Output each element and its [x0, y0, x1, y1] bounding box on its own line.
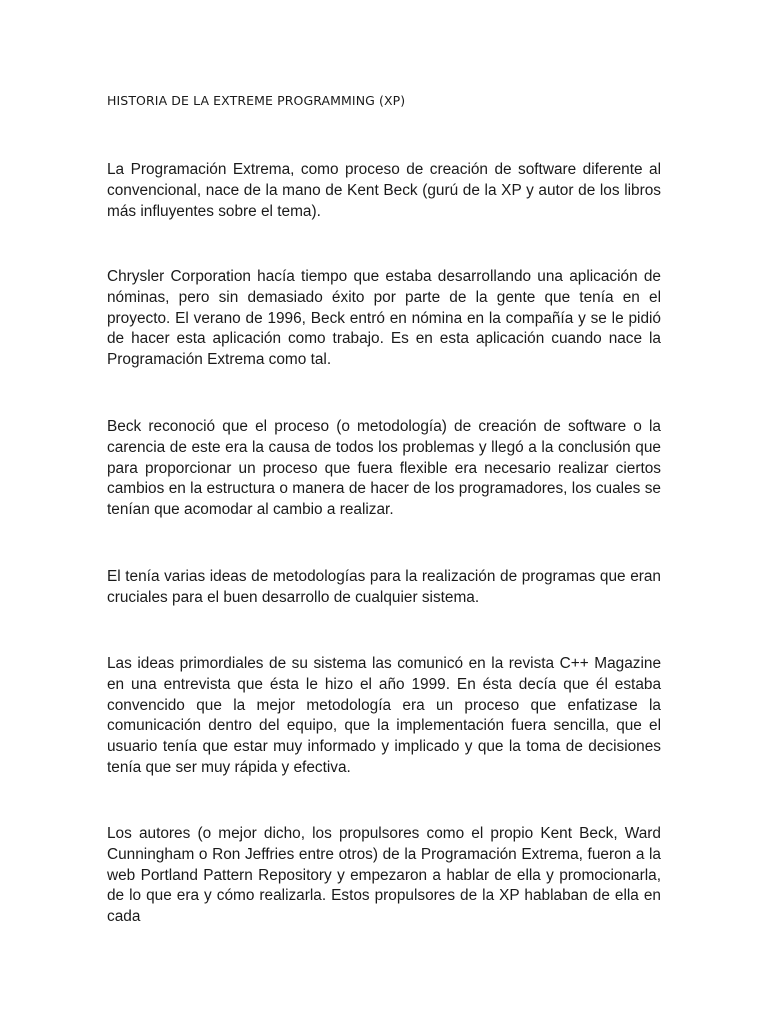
paragraph-methodology-ideas: El tenía varias ideas de metodologías para la realización de programas que eran cruciales para el buen desarrollo de cualquier sistema. — [107, 568, 661, 606]
paragraph-origin: La Programación Extrema, como proceso de creación de software diferente al convencional, nace de la mano de Kent Beck (gurú de la XP y autor de los libros más influyentes sobre el tema). — [107, 161, 661, 220]
paragraph-beck-recognition: Beck reconoció que el proceso (o metodología) de creación de software o la carencia de este era la causa de todos los problemas y llegó a la conclusión que para proporcionar un proceso que fuera flexible era necesario realizar ciertos cambios en la estructura o manera de hacer de los programadores, los cuales se tenían que acomodar al cambio a realizar. — [107, 418, 661, 519]
paragraph-c-magazine: Las ideas primordiales de su sistema las comunicó en la revista C++ Magazine en una entrevista que ésta le hizo el año 1999. En ésta decía que él estaba convencido que la mejor metodología era un proceso que enfatizase la comunicación dentro del equipo, que la implementación fuera sencilla, que el usuario tenía que estar muy informado y implicado y que la toma de decisiones tenía que ser muy rápida y efectiva. — [107, 655, 661, 776]
document-heading: HISTORIA DE LA EXTREME PROGRAMMING (XP) — [107, 93, 406, 108]
paragraph-chrysler: Chrysler Corporation hacía tiempo que estaba desarrollando una aplicación de nóminas, pero sin demasiado éxito por parte de la gente que tenía en el proyecto. El verano de 1996, Beck entró en nómina en la compañía y se le pidió de hacer esta aplicación como trabajo. Es en esta aplicación cuando nace la Programación Extrema como tal. — [107, 268, 661, 369]
paragraph-authors: Los autores (o mejor dicho, los propulsores como el propio Kent Beck, Ward Cunningham o Ron Jeffries entre otros) de la Programación Extrema, fueron a la web Portland Pattern Repository y empezaron a hablar de ella y promocionarla, de lo que era y cómo realizarla. Estos propulsores de la XP hablaban de ella en cada — [107, 825, 661, 926]
